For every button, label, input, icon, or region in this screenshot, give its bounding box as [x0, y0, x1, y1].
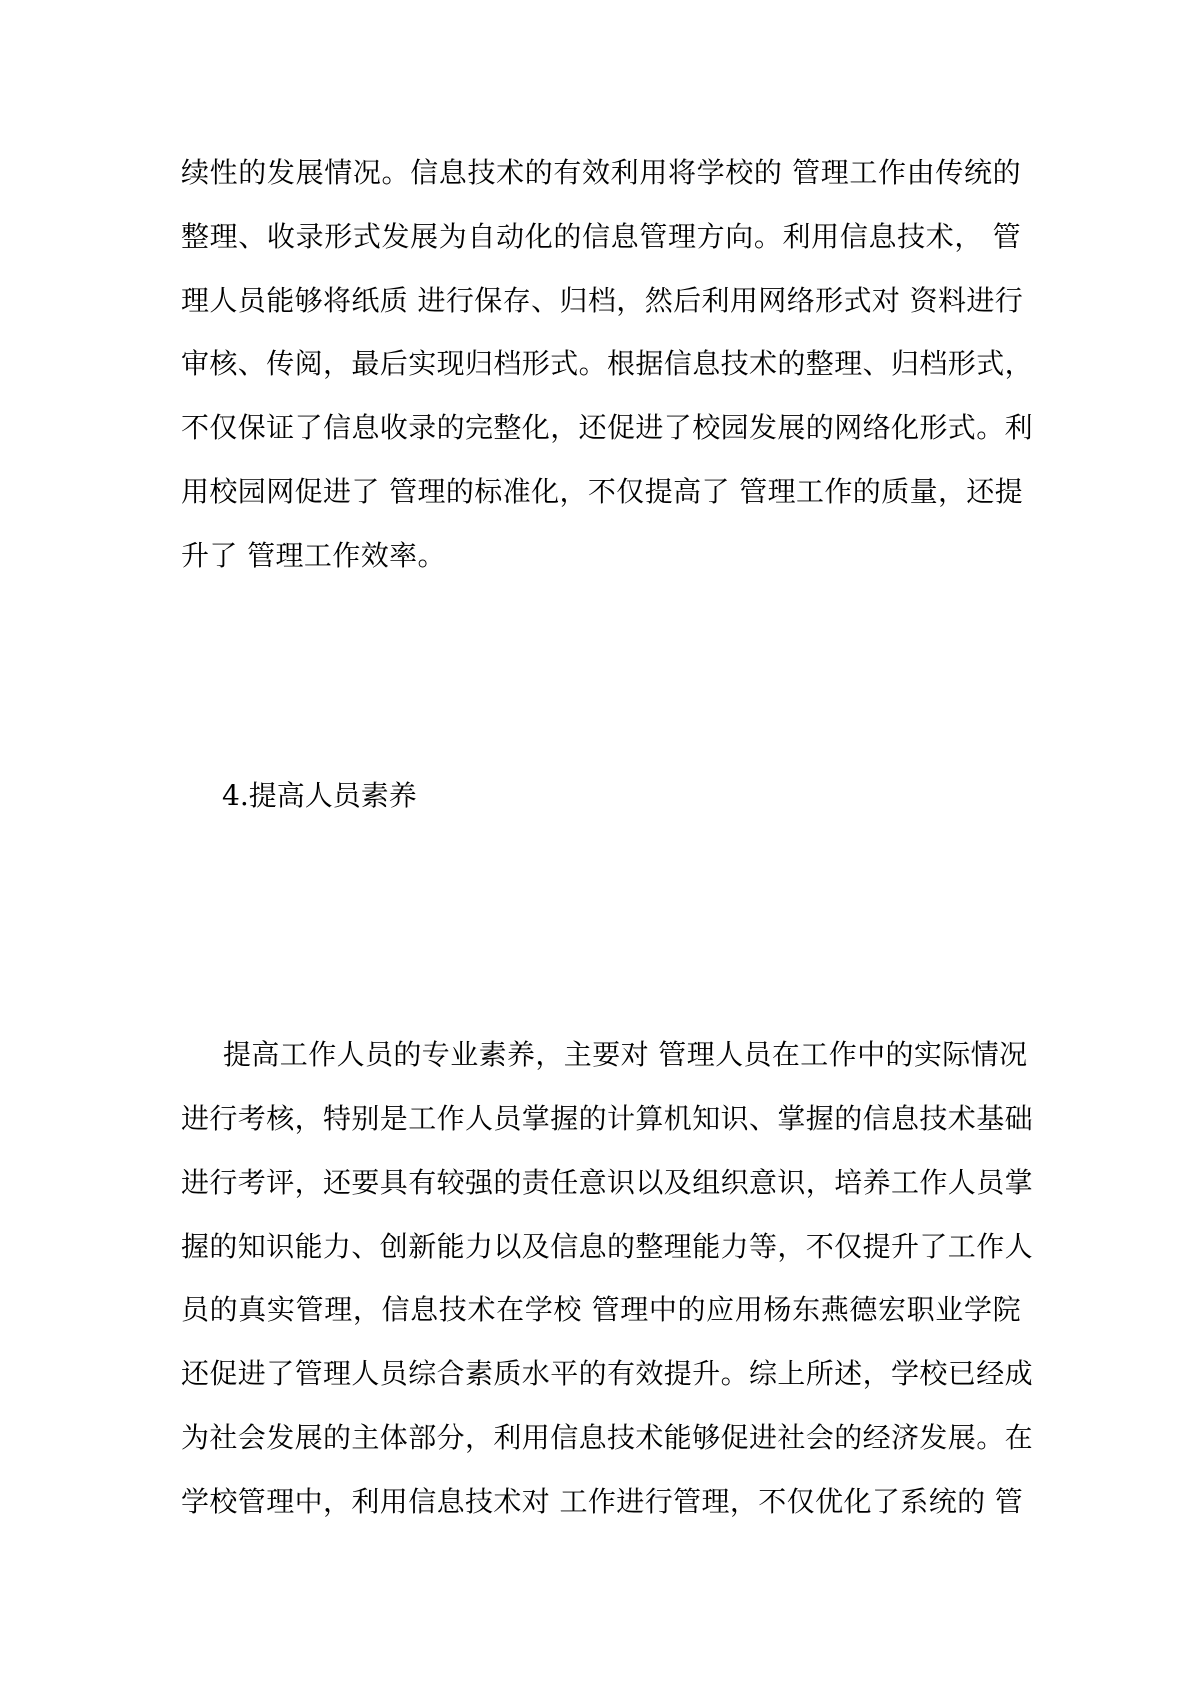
paragraph-2-line: 还促进了管理人员综合素质水平的有效提升。综上所述，学校已经成	[181, 1357, 1034, 1390]
paragraph-1-line: 用校园网促进了 管理的标准化，不仅提高了 管理工作的质量，还提	[181, 475, 1024, 508]
paragraph-1-line: 续性的发展情况。信息技术的有效利用将学校的 管理工作由传统的	[181, 156, 1021, 189]
section-heading: 4.提高人员素养	[222, 779, 417, 812]
paragraph-2-line: 握的知识能力、创新能力以及信息的整理能力等，不仅提升了工作人	[181, 1230, 1034, 1263]
paragraph-2-line: 学校管理中，利用信息技术对 工作进行管理，不仅优化了系统的 管	[181, 1485, 1024, 1518]
paragraph-2-line: 进行考评，还要具有较强的责任意识以及组织意识，培养工作人员掌	[181, 1166, 1034, 1199]
paragraph-2-line: 为社会发展的主体部分，利用信息技术能够促进社会的经济发展。在	[181, 1421, 1034, 1454]
paragraph-2-line: 提高工作人员的专业素养，主要对 管理人员在工作中的实际情况	[223, 1038, 1028, 1071]
paragraph-2-line: 员的真实管理，信息技术在学校 管理中的应用杨东燕德宏职业学院	[181, 1293, 1021, 1326]
paragraph-1-line: 升了 管理工作效率。	[181, 539, 446, 572]
paragraph-2-line: 进行考核，特别是工作人员掌握的计算机知识、掌握的信息技术基础	[181, 1102, 1034, 1135]
paragraph-1-line: 审核、传阅，最后实现归档形式。根据信息技术的整理、归档形式，	[181, 347, 1034, 380]
paragraph-1-line: 整理、收录形式发展为自动化的信息管理方向。利用信息技术， 管	[181, 220, 1021, 253]
paragraph-1-line: 理人员能够将纸质 进行保存、归档，然后利用网络形式对 资料进行	[181, 284, 1024, 317]
paragraph-1-line: 不仅保证了信息收录的完整化，还促进了校园发展的网络化形式。利	[181, 411, 1034, 444]
